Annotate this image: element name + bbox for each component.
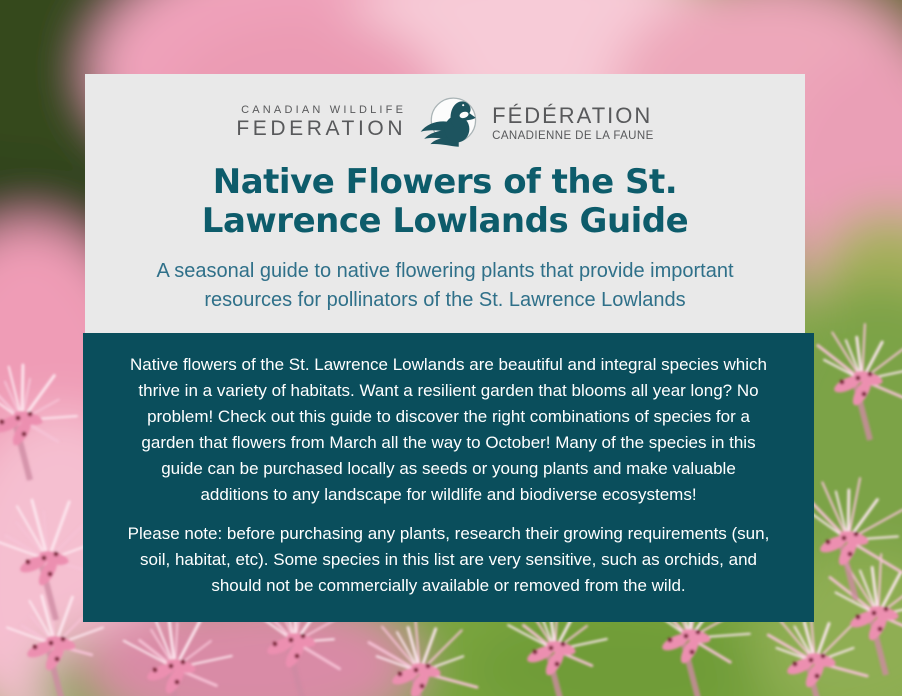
- page-title: [202, 163, 688, 241]
- logo-fr-line2: CANADIENNE DE LA FAUNE: [492, 129, 654, 142]
- cwf-logo: [236, 94, 653, 150]
- page-subtitle: [156, 257, 733, 315]
- intro-panel: [83, 333, 814, 622]
- intro-paragraph-1: Native flowers of the St. Lawrence Lowlands are beautiful and integral species which thrive in a variety of habitats. Want a resilient garden that blooms all year long? No problem! Check out this guide to discover the right combinations of species for a garden that flowers from March all the way to October! Many of the species in this guide can be purchased locally as seeds or young plants and make valuable additions to any landscape for wildlife and biodiverse ecosystems!: [130, 355, 767, 504]
- logo-en-line2: FEDERATION: [236, 116, 407, 140]
- page-title-line1: Native Flowers of the St.: [212, 162, 678, 202]
- page-subtitle-line2: resources for pollinators of the St. Lawrence Lowlands: [204, 289, 686, 311]
- logo-french-text: [492, 103, 654, 142]
- logo-fr-line1: FÉDÉRATION: [492, 102, 653, 128]
- page-title-line2: Lawrence Lowlands Guide: [201, 201, 689, 241]
- page-subtitle-line1: A seasonal guide to native flowering plants that provide important: [156, 260, 734, 282]
- logo-en-line1: CANADIAN WILDLIFE: [241, 103, 407, 116]
- header-panel: [85, 74, 805, 333]
- logo-english-text: [236, 104, 406, 141]
- intro-paragraph-2: Please note: before purchasing any plants, research their growing requirements (sun, soil, habitat, etc). Some species in this list are very sensitive, such as orchids, and should not be commercially available or removed from the wild.: [127, 524, 770, 595]
- goose-icon: [418, 94, 480, 150]
